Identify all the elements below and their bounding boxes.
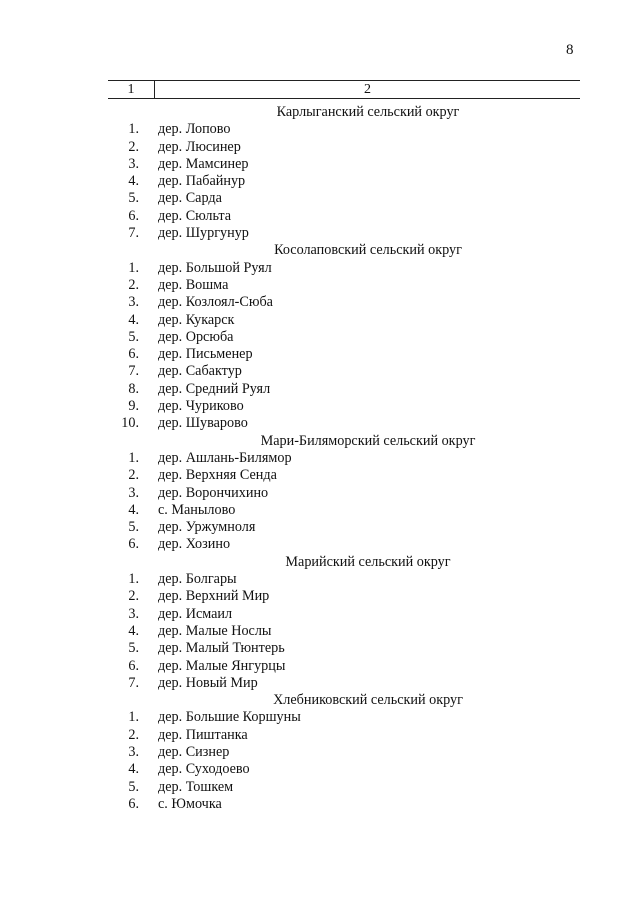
- settlement-name: дер. Письменер: [158, 346, 253, 363]
- section-title: Марийский сельский округ: [285, 553, 451, 570]
- list-item: [108, 658, 580, 675]
- list-item: [108, 173, 580, 190]
- item-number: 3.: [128, 294, 139, 311]
- settlement-name: дер. Чуриково: [158, 398, 244, 415]
- item-number: 1.: [128, 259, 139, 276]
- settlement-name: дер. Новый Мир: [158, 674, 258, 691]
- item-number: 1.: [128, 449, 139, 466]
- list-item: [108, 208, 580, 225]
- item-number: 5.: [128, 190, 139, 207]
- list-item: [108, 225, 580, 242]
- list-item: [108, 502, 580, 519]
- item-number: 6.: [128, 657, 139, 674]
- settlement-name: дер. Люсинер: [158, 138, 241, 155]
- item-number: 2.: [128, 467, 139, 484]
- list-item: [108, 485, 580, 502]
- list-item: [108, 121, 580, 138]
- settlement-name: дер. Ашлань-Билямор: [158, 449, 292, 466]
- settlement-list: [108, 104, 580, 813]
- item-number: 6.: [128, 207, 139, 224]
- settlement-name: дер. Хозино: [158, 536, 231, 553]
- item-number: 6.: [128, 346, 139, 363]
- settlement-name: с. Манылово: [158, 501, 236, 518]
- item-number: 5.: [128, 640, 139, 657]
- settlement-name: дер. Верхний Мир: [158, 588, 270, 605]
- settlement-name: дер. Орсюба: [158, 328, 234, 345]
- list-item: [108, 294, 580, 311]
- list-item: [108, 277, 580, 294]
- item-number: 1.: [128, 571, 139, 588]
- item-number: 5.: [128, 778, 139, 795]
- item-number: 4.: [128, 761, 139, 778]
- settlement-name: с. Юмочка: [158, 795, 222, 812]
- item-number: 10.: [121, 415, 139, 432]
- list-item: [108, 744, 580, 761]
- item-number: 3.: [128, 605, 139, 622]
- list-item: [108, 312, 580, 329]
- settlement-name: дер. Средний Руял: [158, 380, 271, 397]
- item-number: 7.: [128, 674, 139, 691]
- item-number: 1.: [128, 709, 139, 726]
- settlement-name: дер. Малые Ноcлы: [158, 622, 272, 639]
- list-item: [108, 571, 580, 588]
- settlement-name: дер. Мамсинер: [158, 155, 249, 172]
- list-item: [108, 450, 580, 467]
- settlement-name: дер. Сарда: [158, 190, 222, 207]
- list-item: [108, 796, 580, 813]
- list-item: [108, 536, 580, 553]
- item-number: 9.: [128, 398, 139, 415]
- list-item: [108, 381, 580, 398]
- settlement-name: дер. Сюльта: [158, 207, 232, 224]
- settlement-name: дер. Большие Коршуны: [158, 709, 301, 726]
- settlement-name: дер. Козлоял-Сюба: [158, 294, 273, 311]
- list-item: [108, 139, 580, 156]
- settlement-name: дер. Шуварово: [158, 415, 248, 432]
- settlement-name: дер. Малые Янгурцы: [158, 657, 286, 674]
- list-item: [108, 363, 580, 380]
- settlement-name: дер. Пиштанка: [158, 726, 248, 743]
- settlement-name: дер. Верхняя Сенда: [158, 467, 277, 484]
- item-number: 6.: [128, 795, 139, 812]
- settlement-name: дер. Малый Тюнтерь: [158, 640, 285, 657]
- column-2-header: 2: [364, 82, 371, 97]
- list-item: [108, 588, 580, 605]
- settlement-name: дер. Вошма: [158, 276, 229, 293]
- section-title: Косолаповский сельский округ: [274, 242, 462, 259]
- section-title: Карлыганский сельский округ: [276, 104, 460, 120]
- settlement-name: дер. Исмаил: [158, 605, 233, 622]
- section-title: Мари-Билямoрский сельский округ: [260, 432, 476, 449]
- list-item: [108, 779, 580, 796]
- settlement-name: дер. Кукарск: [158, 311, 235, 328]
- settlement-name: дер. Болгары: [158, 571, 237, 588]
- item-number: 5.: [128, 519, 139, 536]
- settlement-name: дер. Суходоево: [158, 761, 250, 778]
- item-number: 1.: [128, 121, 139, 138]
- item-number: 2.: [128, 276, 139, 293]
- page-number: 8: [566, 42, 574, 58]
- item-number: 6.: [128, 536, 139, 553]
- list-item: [108, 727, 580, 744]
- settlement-name: дер. Ворончихино: [158, 484, 269, 501]
- item-number: 4.: [128, 173, 139, 190]
- column-1-header: 1: [108, 81, 155, 98]
- item-number: 3.: [128, 155, 139, 172]
- list-item: [108, 156, 580, 173]
- item-number: 7.: [128, 363, 139, 380]
- section-title: Хлебниковский сельский округ: [273, 692, 463, 709]
- item-number: 3.: [128, 743, 139, 760]
- settlement-name: дер. Сизнер: [158, 743, 230, 760]
- list-item: [108, 640, 580, 657]
- list-item: [108, 260, 580, 277]
- settlement-name: дер. Шургунур: [158, 225, 249, 242]
- list-item: [108, 606, 580, 623]
- settlement-name: дер. Тошкем: [158, 778, 234, 795]
- settlement-name: дер. Лопово: [158, 121, 231, 138]
- settlement-name: дер. Пабайнур: [158, 173, 246, 190]
- table-header: [108, 80, 580, 99]
- list-item: [108, 190, 580, 207]
- list-item: [108, 467, 580, 484]
- item-number: 4.: [128, 311, 139, 328]
- item-number: 4.: [128, 622, 139, 639]
- list-item: [108, 709, 580, 726]
- item-number: 2.: [128, 138, 139, 155]
- list-item: [108, 675, 580, 692]
- settlement-name: дер. Уржумноля: [158, 519, 256, 536]
- settlement-name: дер. Большой Руял: [158, 259, 272, 276]
- list-item: [108, 398, 580, 415]
- item-number: 4.: [128, 501, 139, 518]
- list-item: [108, 329, 580, 346]
- item-number: 2.: [128, 588, 139, 605]
- item-number: 7.: [128, 225, 139, 242]
- settlement-name: дер. Сабактур: [158, 363, 242, 380]
- item-number: 3.: [128, 484, 139, 501]
- item-number: 8.: [128, 380, 139, 397]
- list-item: [108, 761, 580, 778]
- list-item: [108, 346, 580, 363]
- item-number: 2.: [128, 726, 139, 743]
- item-number: 5.: [128, 328, 139, 345]
- list-item: [108, 519, 580, 536]
- list-item: [108, 415, 580, 432]
- list-item: [108, 623, 580, 640]
